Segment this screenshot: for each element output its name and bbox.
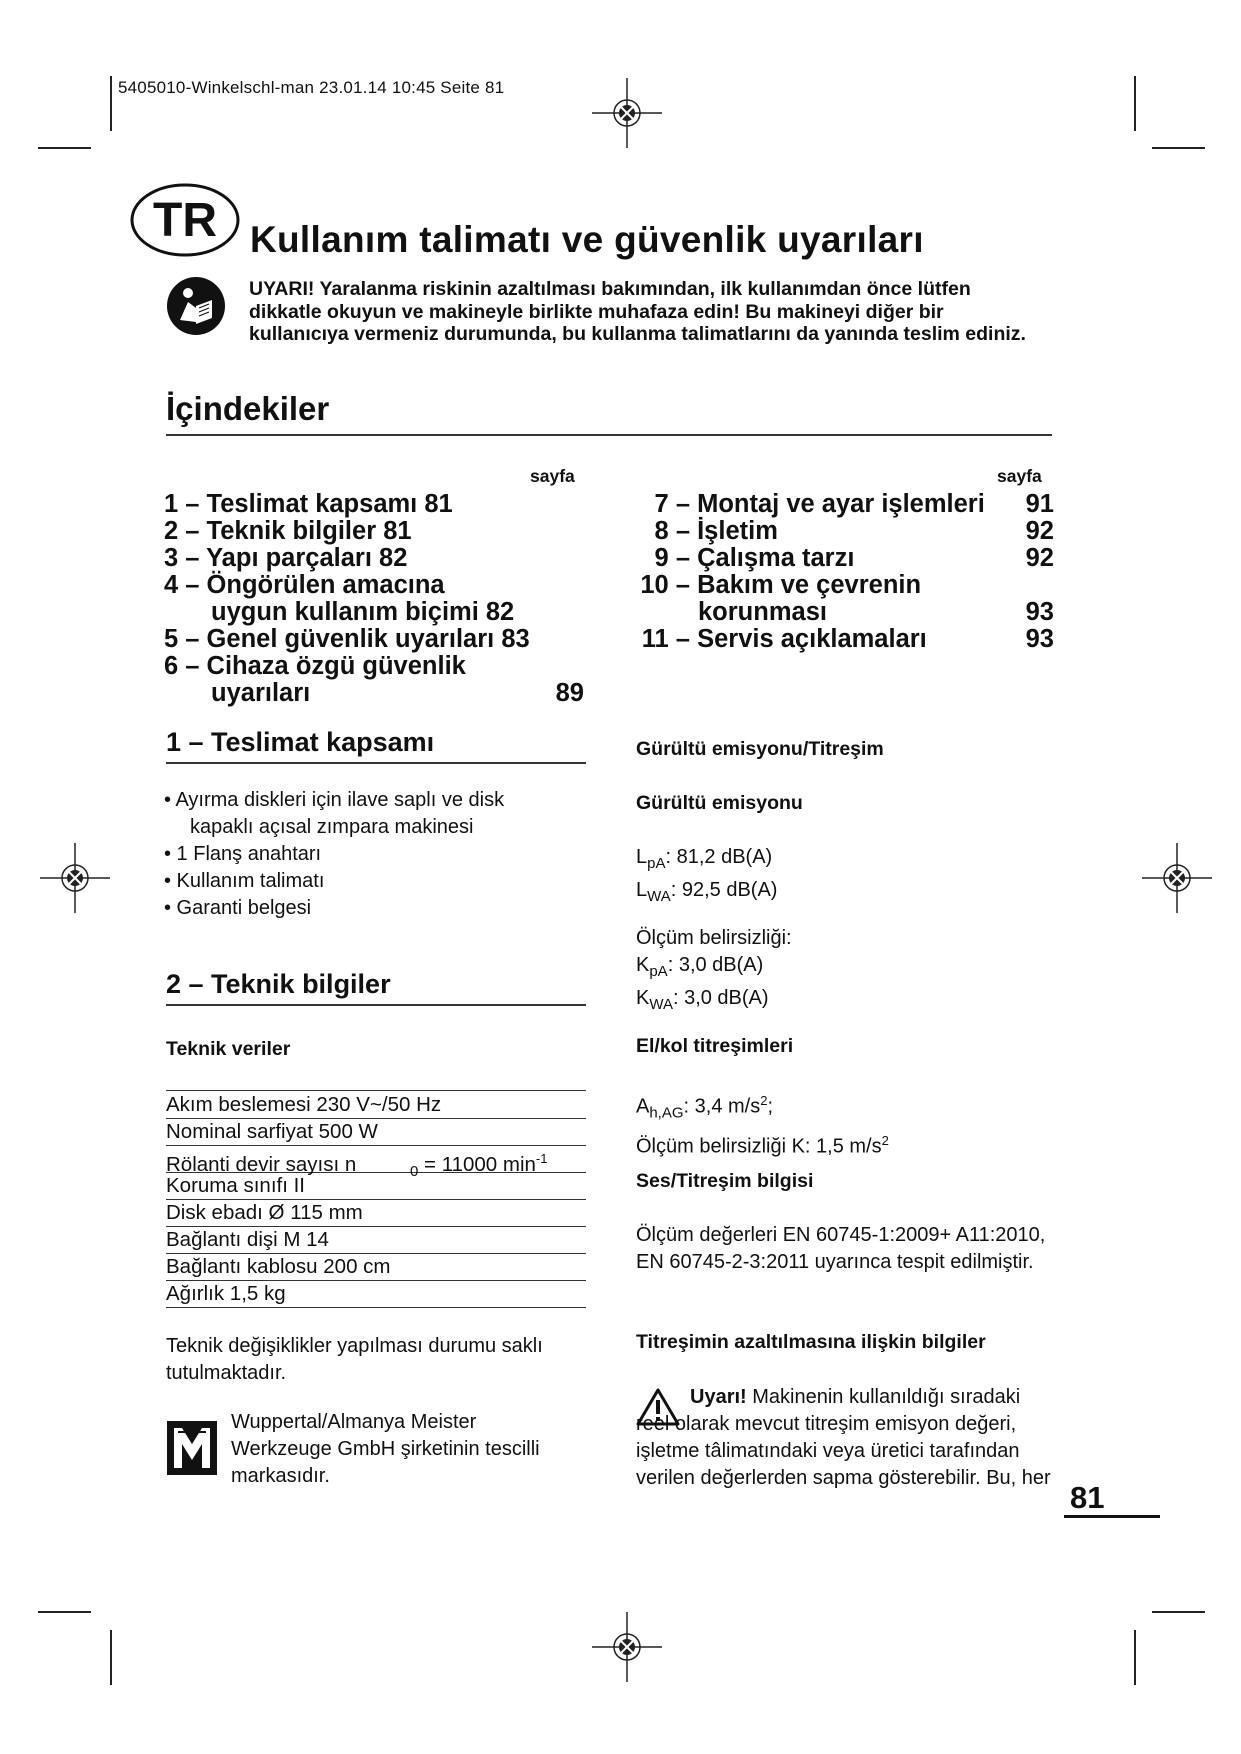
toc-page-number: 92: [1025, 544, 1054, 572]
crop-mark: [110, 76, 112, 131]
subheading: Titreşimin azaltılmasına ilişkin bilgiler: [636, 1331, 986, 1353]
crop-mark: [38, 147, 91, 149]
toc-item[interactable]: 8 – İşletim 92: [654, 517, 1054, 545]
technical-change-note: Teknik değişiklikler yapılması durumu saklı tutulmaktadır.: [166, 1335, 543, 1384]
crop-mark: [1134, 1630, 1136, 1685]
section-heading: 1 – Teslimat kapsamı: [166, 727, 435, 757]
divider: [166, 434, 1052, 436]
toc-item[interactable]: 4 – Öngörülen amacına: [164, 571, 445, 599]
toc-item[interactable]: 2 – Teknik bilgiler 81: [164, 517, 412, 545]
crop-mark: [38, 1611, 91, 1613]
toc-page-number: 89: [555, 679, 584, 707]
toc-item[interactable]: 5 – Genel güvenlik uyarıları 83: [164, 625, 530, 653]
ah-value: $A_{h,AG}$: 3,4 $m/s^2$;: [636, 1093, 774, 1122]
noise-values: [636, 844, 1056, 910]
page-number: 81: [1070, 1480, 1105, 1515]
crop-mark: [1152, 1611, 1205, 1613]
caution-text: Uyarı! Makinenin kullanıldığı sıradaki reel olarak mevcut titreşim emisyon değeri, işletme tâlimatındaki veya üretici tarafından verilen değerlerden sapma gösterebilir. Bu, her: [636, 1386, 1051, 1489]
uncertainty-label: Ölçüm belirsizliği:: [636, 927, 792, 949]
divider: [166, 1004, 586, 1006]
table-row: Koruma sınıfı II: [166, 1172, 586, 1200]
table-row: Bağlantı kablosu 200 cm: [166, 1253, 586, 1281]
language-badge: [130, 183, 240, 257]
kpa-value: $K_{pA}$: 3,0 dB(A): [636, 954, 764, 980]
table-row: Ağırlık 1,5 kg: [166, 1280, 586, 1308]
toc-item[interactable]: 6 – Cihaza özgü güvenlik: [164, 652, 466, 680]
toc-page-number: 93: [1025, 598, 1054, 626]
uncertainty-values: [636, 925, 1056, 1018]
list-item: • Kullanım talimatı: [164, 870, 325, 892]
print-header: 5405010-Winkelschl-man 23.01.14 10:45 Seite 81: [118, 78, 505, 97]
subheading: Gürültü emisyonu: [636, 792, 803, 814]
table-row: Disk ebadı Ø 115 mm: [166, 1199, 586, 1227]
toc-item-continued[interactable]: korunması 93: [698, 598, 1054, 626]
subheading: Teknik veriler: [166, 1038, 291, 1060]
registration-mark-icon: [592, 78, 662, 148]
table-row: Nominal sarfiyat 500 W: [166, 1118, 586, 1146]
crop-mark: [1134, 76, 1136, 131]
toc-item-continued[interactable]: uygun kullanım biçimi 82: [211, 598, 515, 626]
registration-mark-icon: [1142, 843, 1212, 913]
list-item: kapaklı açısal zımpara makinesi: [190, 816, 474, 838]
table-row: Akım beslemesi 230 V~/50 Hz: [166, 1091, 586, 1119]
toc-item[interactable]: 7 – Montaj ve ayar işlemleri 91: [654, 490, 1054, 518]
subheading: Ses/Titreşim bilgisi: [636, 1170, 814, 1192]
measurement-text: Ölçüm değerleri EN 60745-1:2009+ A11:2010, EN 60745-2-3:2011 uyarınca tespit edilmiştir.: [636, 1224, 1046, 1273]
toc-item[interactable]: 10 – Bakım ve çevrenin: [640, 571, 922, 599]
toc-left: [164, 491, 584, 707]
toc-item[interactable]: 9 – Çalışma tarzı 92: [654, 544, 1054, 572]
trademark-text: Wuppertal/Almanya Meister Werkzeuge GmbH şirketinin tescilli markasıdır.: [231, 1411, 540, 1487]
toc-item-continued[interactable]: uyarıları 89: [211, 679, 584, 707]
divider: [166, 762, 586, 764]
toc-page-label-right: sayfa: [997, 466, 1042, 486]
registration-mark-icon: [592, 1612, 662, 1682]
meister-logo-icon: [166, 1420, 218, 1476]
table-row: Bağlantı dişi M 14: [166, 1226, 586, 1254]
delivery-list: [164, 787, 594, 922]
page-number-underline: [1064, 1515, 1160, 1518]
language-badge-text: TR: [153, 194, 217, 247]
list-item: • 1 Flanş anahtarı: [164, 843, 322, 865]
toc-item[interactable]: 11 – Servis açıklamaları 93: [641, 625, 1054, 653]
section-heading: 2 – Teknik bilgiler: [166, 969, 391, 999]
toc-heading: İçindekiler: [166, 390, 330, 427]
lpa-value: $L_{pA}$: 81,2 dB(A): [636, 846, 773, 872]
toc-page-number: 92: [1025, 517, 1054, 545]
toc-right: [632, 491, 1054, 653]
warning-text: UYARI! Yaralanma riskinin azaltılması bakımından, ilk kullanımdan önce lütfen dikkatle okuyun ve makineyle birlikte muhafaza edin! Bu makineyi diğer bir kullanıcıya vermeniz durumunda, bu kullanma talimatlarını da yanında teslim ediniz.: [249, 278, 1026, 345]
subheading: El/kol titreşimleri: [636, 1035, 794, 1057]
page-title: Kullanım talimatı ve güvenlik uyarıları: [250, 219, 924, 260]
subheading: Gürültü emisyonu/Titreşim: [636, 738, 884, 760]
kwa-value: $K_{WA}$: 3,0 dB(A): [636, 987, 769, 1013]
toc-item[interactable]: 3 – Yapı parçaları 82: [164, 544, 408, 572]
toc-page-label-left: sayfa: [530, 466, 575, 486]
registration-mark-icon: [40, 843, 110, 913]
toc-page-number: 93: [1025, 625, 1054, 653]
read-manual-icon: [166, 276, 226, 336]
toc-item[interactable]: 1 – Teslimat kapsamı 81: [164, 490, 453, 518]
vibration-values: [636, 1087, 1056, 1160]
table-row: Rölanti devir sayısı n $_0$ = 11000 $\min^{-1}$: [166, 1145, 586, 1173]
list-item: • Ayırma diskleri için ilave saplı ve disk: [164, 789, 505, 811]
crop-mark: [1152, 147, 1205, 149]
uncertainty-k: Ölçüm belirsizliği K: 1,5 $m/s^2$: [636, 1132, 889, 1158]
toc-page-number: 91: [1025, 490, 1054, 518]
list-item: • Garanti belgesi: [164, 897, 312, 919]
crop-mark: [110, 1630, 112, 1685]
lwa-value: $L_{WA}$: 92,5 dB(A): [636, 879, 778, 905]
